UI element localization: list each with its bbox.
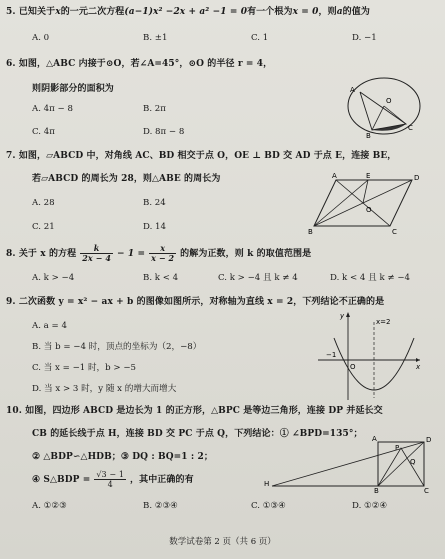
q10-label-b: B bbox=[374, 487, 379, 495]
q7-stem-line2: 若▱ABCD 的周长为 28，则△ABE 的周长为 bbox=[32, 174, 221, 184]
q10-stem-line1: 10. 如图，四边形 ABCD 是边长为 1 的正方形，△BPC 是等边三角形，连接 DP 并延长交 bbox=[6, 406, 383, 416]
q9-label-x2: x=2 bbox=[376, 318, 391, 326]
q9-option-d: D. 当 x > 3 时，y 随 x 的增大而增大 bbox=[32, 384, 177, 394]
q10-option-d: D. ①②④ bbox=[352, 501, 388, 511]
q9-option-a: A. a = 4 bbox=[32, 321, 67, 331]
q6-option-a: A. 4π − 8 bbox=[32, 104, 73, 114]
q6-stem-line2: 则阴影部分的面积为 bbox=[32, 84, 114, 94]
q8-option-c: C. k > −4 且 k ≠ 4 bbox=[218, 273, 298, 283]
q7-parallelogram-figure bbox=[308, 172, 424, 236]
q10-fraction: $\frac{√3 - 1}{4}$ bbox=[96, 470, 125, 489]
q7-label-a: A bbox=[332, 172, 337, 180]
q7-option-a: A. 28 bbox=[32, 198, 55, 208]
q6-label-a: A bbox=[350, 86, 355, 94]
q6-circle-figure bbox=[346, 72, 426, 138]
q7-label-b: B bbox=[308, 228, 313, 236]
q10-stem-line3: ② △BDP∽△HDB；③ DQ : BQ=1 : 2； bbox=[32, 452, 214, 462]
q9-label-o: O bbox=[350, 363, 356, 371]
q5-option-c: C. 1 bbox=[251, 33, 269, 43]
q5-stem: 5. 已知关于x的一元二次方程(a−1)x² −2x + a² −1 = 0有一个根为x = 0，则a的值为 bbox=[6, 7, 370, 17]
q9-y-arrow bbox=[346, 312, 350, 317]
q7-stem-line1: 7. 如图，▱ABCD 中，对角线 AC、BD 相交于点 O，OE ⊥ BD 交 AD 于点 E，连接 BE， bbox=[6, 151, 397, 161]
q6-radius-oc bbox=[384, 106, 406, 124]
q10-label-c: C bbox=[424, 487, 429, 495]
q9-label-neg1: −1 bbox=[326, 351, 337, 359]
q8-fraction-1: $\frac{k}{2x - 4}$ bbox=[82, 243, 112, 263]
q7-label-o: O bbox=[366, 206, 372, 214]
q9-label-x: x bbox=[416, 363, 421, 371]
q9-stem: 9. 二次函数 y = x² − ax + b 的图像如图所示，对称轴为直线 x = 2，下列结论不正确的是 bbox=[6, 297, 385, 307]
q5-option-a: A. 0 bbox=[32, 33, 50, 43]
q6-label-b: B bbox=[366, 132, 371, 140]
q8-fraction-2: $\frac{x}{x - 2}$ bbox=[151, 243, 175, 263]
q6-label-c: C bbox=[408, 124, 413, 132]
q10-option-c: C. ①③④ bbox=[251, 501, 286, 511]
q9-label-y: y bbox=[340, 312, 345, 320]
page-footer: 数学试卷第 2 页（共 6 页） bbox=[169, 537, 276, 547]
q6-stem-line1: 6. 如图，△ABC 内接于⊙O，若∠A=45°，⊙O 的半径 r = 4， bbox=[6, 59, 273, 69]
q6-option-b: B. 2π bbox=[143, 104, 166, 114]
q10-label-d: D bbox=[426, 436, 432, 444]
q7-label-d: D bbox=[414, 174, 420, 182]
q10-label-q: Q bbox=[410, 458, 416, 466]
q7-option-d: D. 14 bbox=[143, 222, 166, 232]
q10-label-p: P bbox=[395, 444, 400, 452]
q5-option-b: B. ±1 bbox=[143, 33, 168, 43]
q6-option-d: D. 8π − 8 bbox=[143, 127, 185, 137]
q10-option-b: B. ②③④ bbox=[143, 501, 178, 511]
q5-option-d: D. −1 bbox=[352, 33, 377, 43]
q6-triangle bbox=[360, 92, 406, 130]
q10-stem-line4: ④ S△BDP = $\frac{√3 - 1}{4}$ ，其中正确的有 bbox=[32, 470, 194, 489]
q10-stem-line2: CB 的延长线于点 H，连接 BD 交 PC 于点 Q，下列结论：① ∠BPD=135°； bbox=[32, 429, 363, 439]
q6-radius-ob bbox=[372, 106, 384, 130]
q8-stem: 8. 关于 x 的方程 $\frac{k}{2x - 4}$ − 1 = $\frac{x}{x - 2}$ 的解为正数，则 k 的取值范围是 bbox=[6, 243, 312, 263]
q9-option-b: B. 当 b = −4 时，顶点的坐标为（2，−8） bbox=[32, 342, 202, 352]
q6-label-o: O bbox=[386, 97, 392, 105]
q10-square-figure bbox=[262, 436, 432, 494]
q8-option-b: B. k < 4 bbox=[143, 273, 179, 283]
q10-option-a: A. ①②③ bbox=[32, 501, 67, 511]
q8-option-d: D. k < 4 且 k ≠ −4 bbox=[330, 273, 410, 283]
q9-parabola-figure bbox=[312, 310, 424, 402]
q7-label-e: E bbox=[366, 172, 371, 180]
q6-option-c: C. 4π bbox=[32, 127, 55, 137]
q7-segment-be bbox=[314, 180, 368, 226]
q10-label-a: A bbox=[372, 435, 377, 443]
q9-x-arrow bbox=[416, 358, 420, 362]
q10-label-h: H bbox=[264, 480, 270, 488]
q7-option-b: B. 24 bbox=[143, 198, 166, 208]
q7-label-c: C bbox=[392, 228, 397, 236]
q8-option-a: A. k > −4 bbox=[32, 273, 75, 283]
q7-option-c: C. 21 bbox=[32, 222, 55, 232]
q9-option-c: C. 当 x = −1 时，b > −5 bbox=[32, 363, 136, 373]
